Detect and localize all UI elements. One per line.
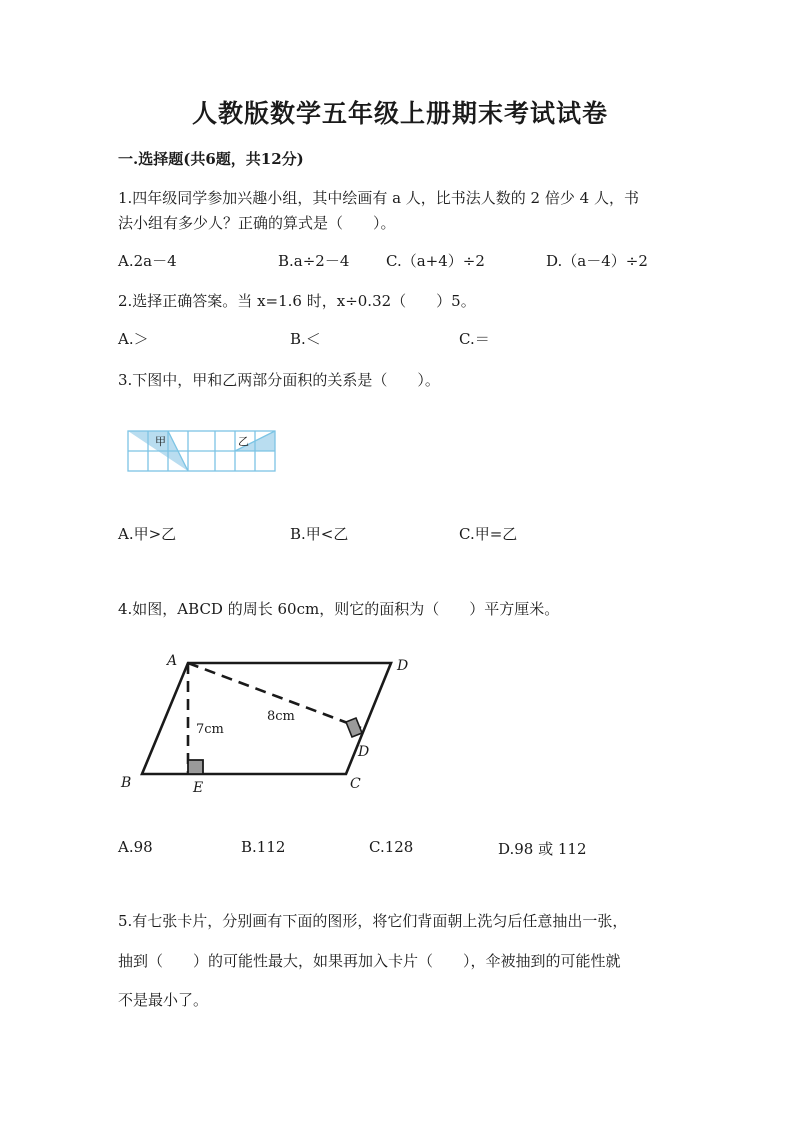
q3-text: 3.下图中，甲和乙两部分面积的关系是（ ）。 [118, 371, 440, 389]
q5-text-line1: 5.有七张卡片，分别画有下面的图形，将它们背面朝上洗匀后任意抽出一张， [118, 912, 628, 930]
q4-option-d[interactable]: D.98 或 112 [498, 840, 587, 858]
q1-text-line2: 法小组有多少人？正确的算式是（ ）。 [118, 214, 396, 232]
q4-vertex-b: B [121, 775, 132, 791]
q3-option-b[interactable]: B.甲<乙 [290, 525, 349, 543]
q1-option-c[interactable]: C.（a+4）÷2 [386, 252, 485, 270]
q4-point-e: E [193, 780, 204, 796]
q5-text-line3: 不是最小了。 [118, 991, 209, 1009]
q2-text: 2.选择正确答案。当 x=1.6 时，x÷0.32（ ）5。 [118, 292, 476, 310]
q1-option-b[interactable]: B.a÷2－4 [278, 252, 350, 270]
q1-option-a[interactable]: A.2a－4 [118, 252, 177, 270]
q4-vertex-d: D [397, 658, 409, 674]
q3-label-jia: 甲 [155, 435, 166, 448]
q4-height-label: 7cm [196, 722, 224, 737]
q1-text-line1: 1.四年级同学参加兴趣小组，其中绘画有 a 人，比书法人数的 2 倍少 4 人，书 [118, 189, 639, 207]
q1-option-d[interactable]: D.（a－4）÷2 [546, 252, 648, 270]
q4-option-a[interactable]: A.98 [118, 838, 153, 856]
q3-option-a[interactable]: A.甲>乙 [118, 525, 177, 543]
q4-option-b[interactable]: B.112 [241, 838, 286, 856]
q4-dashed-label: 8cm [267, 709, 295, 724]
q4-point-d2: D [358, 744, 370, 760]
page-title: 人教版数学五年级上册期末考试试卷 [191, 99, 608, 128]
q4-text: 4.如图，ABCD 的周长 60cm，则它的面积为（ ）平方厘米。 [118, 600, 560, 618]
q4-perpendicular-dashed [188, 663, 361, 728]
q4-option-c[interactable]: C.128 [369, 838, 414, 856]
q3-option-c[interactable]: C.甲=乙 [459, 525, 518, 543]
q2-option-c[interactable]: C.＝ [459, 330, 490, 348]
q2-option-b[interactable]: B.＜ [290, 330, 321, 348]
q4-vertex-c: C [350, 776, 361, 792]
q5-text-line2: 抽到（ ）的可能性最大，如果再加入卡片（ ），伞被抽到的可能性就 [118, 952, 621, 970]
section-heading: 一.选择题(共6题，共12分) [118, 150, 304, 168]
q4-right-angle-e [188, 760, 203, 774]
q4-vertex-a: A [167, 653, 178, 669]
q3-grid-figure [128, 431, 278, 475]
q2-option-a[interactable]: A.＞ [118, 330, 149, 348]
q4-parallelogram [142, 663, 391, 774]
q4-right-angle-d [346, 718, 362, 737]
q3-label-yi: 乙 [238, 435, 249, 448]
